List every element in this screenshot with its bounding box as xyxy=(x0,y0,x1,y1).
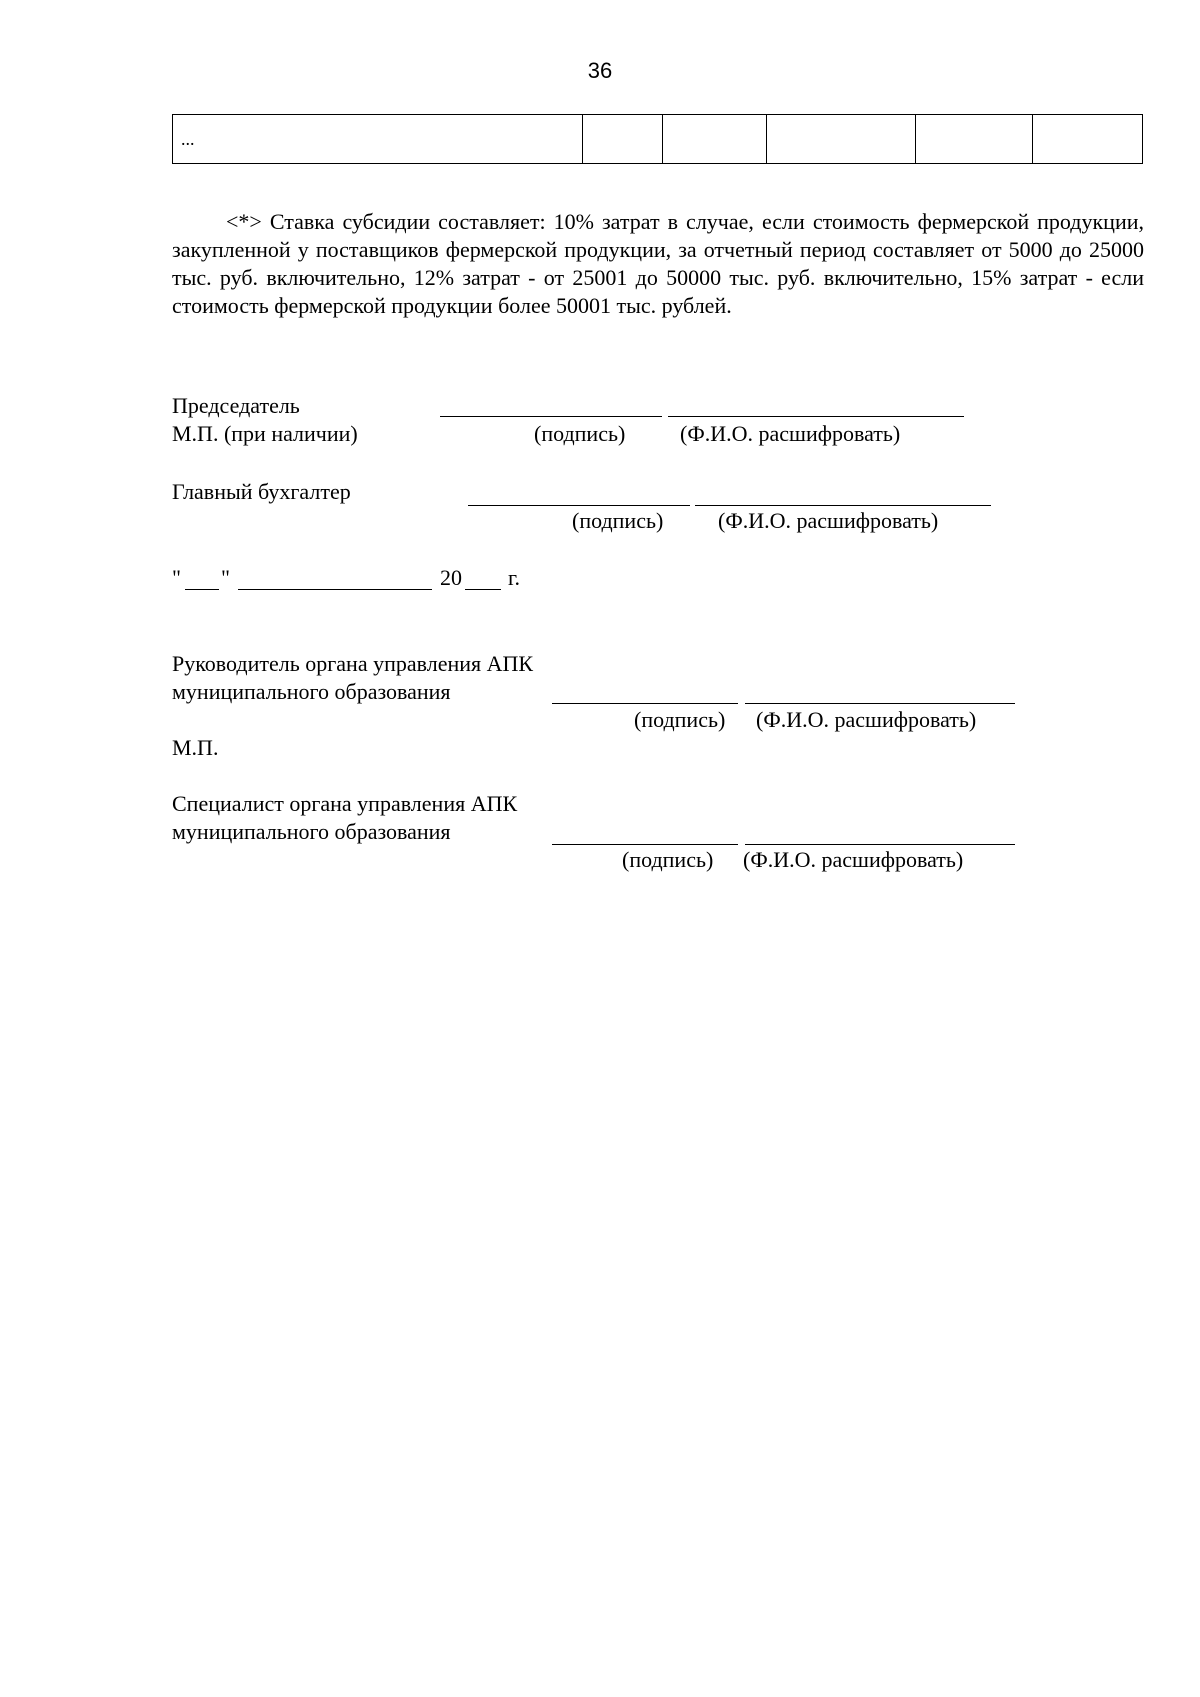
accountant-signature-caption: (подпись) xyxy=(572,508,664,533)
accountant-name-line xyxy=(695,505,991,506)
date-year-line xyxy=(465,589,501,590)
specialist-title-line1: Специалист органа управления АПК xyxy=(172,791,518,816)
specialist-name-caption: (Ф.И.О. расшифровать) xyxy=(743,847,964,872)
table-cell: ... xyxy=(173,115,583,164)
date-close-quote: " xyxy=(221,565,230,590)
chairman-title: Председатель xyxy=(172,393,300,418)
continuation-table xyxy=(172,114,1143,164)
chairman-name-caption: (Ф.И.О. расшифровать) xyxy=(680,421,901,446)
head-name-line xyxy=(745,703,1015,704)
table-row xyxy=(173,115,1143,164)
table-cell xyxy=(583,115,663,164)
table-cell xyxy=(663,115,767,164)
head-seal: М.П. xyxy=(172,735,219,760)
head-title-line1: Руководитель органа управления АПК xyxy=(172,651,534,676)
date-open-quote: " xyxy=(172,565,181,590)
date-month-line xyxy=(238,589,432,590)
head-signature-line xyxy=(552,703,738,704)
table-cell xyxy=(1033,115,1143,164)
chairman-name-line xyxy=(668,416,964,417)
date-year-suffix: г. xyxy=(508,565,521,590)
chairman-seal: М.П. (при наличии) xyxy=(172,421,358,446)
table-cell xyxy=(916,115,1033,164)
table-cell xyxy=(767,115,916,164)
head-title-line2: муниципального образования xyxy=(172,679,451,704)
accountant-name-caption: (Ф.И.О. расшифровать) xyxy=(718,508,939,533)
head-signature-caption: (подпись) xyxy=(634,707,726,732)
specialist-signature-line xyxy=(552,844,738,845)
date-day-line xyxy=(185,589,219,590)
head-name-caption: (Ф.И.О. расшифровать) xyxy=(756,707,977,732)
specialist-name-line xyxy=(745,844,1015,845)
specialist-signature-caption: (подпись) xyxy=(622,847,714,872)
chairman-signature-caption: (подпись) xyxy=(534,421,626,446)
page-number: 36 xyxy=(587,58,613,83)
chairman-signature-line xyxy=(440,416,662,417)
specialist-title-line2: муниципального образования xyxy=(172,819,451,844)
date-year-prefix: 20 xyxy=(440,565,462,590)
accountant-signature-line xyxy=(468,505,690,506)
accountant-title: Главный бухгалтер xyxy=(172,479,351,504)
footnote: <*> Ставка субсидии составляет: 10% затрат в случае, если стоимость фермерской продукции, закупленной у поставщиков фермерской продукции, за отчетный период составляет от 5000 до 25000 тыс. руб. включительно, 12% затрат - от 25001 до 50000 тыс. руб. включительно, 15% затрат - если стоимость фермерской продукции более 50001 тыс. рублей. xyxy=(172,209,1144,318)
